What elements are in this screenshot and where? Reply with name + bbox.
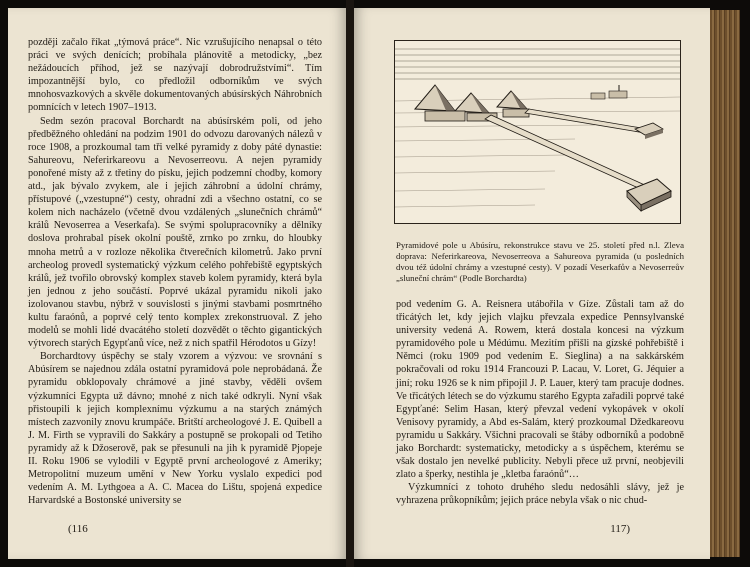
right-paragraph-1: pod vedením G. A. Reisnera utábořila v Gíze. Zůstali tam až do třicátých let, kdy jejich vlajku převzala expedice Pennsylvanské university vedená A. Rowem, která dostala koncesi na výzkum pyramidového pole u Médúmu. Mezitím přišli na gízské pohřebiště i Němci (roku 1909 pod vedením E. Sieglina) a na sakkárském pokračovali od roku 1914 Francouzi P. Lacau, V. Loret, G. Jéquier a jiní; roku 1926 se k nim připojil J. P. Lauer, který tam pracuje dodnes. Ve třicátých létech se do výzkumu starého Egypta zařadili poprvé také Egypťané: Selim Hasan, který převzal vedení vykopávek v okolí Venisovy pyramidy, a Abd es-Salám, který prozkoumal Džedkareovu pyramidu u Sakkáry. Všichni pracovali se štáby odborníků a podobně jako Borchardt: systematicky, metodicky a s úspěchem, kterému se však dostalo jen nevelké publicity. Nebyli přece už první, neobjevili zlato a šperky, nestihla je „kletba faraónů“… [396,299,684,481]
left-page-number: (116 [68,523,88,535]
left-paragraph-2: Sedm sezón pracoval Borchardt na abúsírském poli, od jeho předběžného ohledání na podzim 1901 do odvozu darovaných nálezů v roce 1908, a prozkoumal tam tři velké pyramidy z doby páté dynastie: Sahureovu, Neferirkareovu a Nevoserreovu. A nejen pyramidy ponořené místy až z třetiny do písku, jejich podzemní chodby, komory atd., jak bývalo zvykem, ale i jejich záhrobní a údolní chrámy, přístupové („vzestupné“) cesty, ohradní zdi a všechno ostatní, co se kolem nich nacházelo (včetně dvou vzdálených „slunečních chrámů“ králů Nevoserrea a Veserkafa). Se svými spolupracovníky a dělníky doslova prohrabal písek okolní pouště, zrnko po zrnku, do hloubky mnoha metrů a v rozloze několika čtverečních kilometrů. Jako první archeolog provedl systematický výzkum celého pohřebiště egyptských králů, jež tvořilo obrovský komplex staveb kolem pyramidy, která byla jen jednou z jeho součástí. Poprvé ukázal pyramidu nikoli jako izolovanou stavbu, nýbrž v souvislosti s jinými stavbami posmrtného kultu faraónů, a poprvé celý tento komplex zrekonstruoval. Z jeho modelů se mohli lidé dvacátého století dozvědět o těchto gigantických výtvorech starých Egypťanů více, než z nich spatřil Hérodotos u Gízy! [28,115,322,350]
book-page-edges [710,10,740,557]
left-page [8,8,346,559]
pyramid-field-illustration [394,40,681,224]
left-paragraph-3: Borchardtovy úspěchy se staly vzorem a výzvou: ve srovnání s Abúsírem se najednou zdála ostatní pyramidová pole neprobádaná. Že pyramidu obklopovaly chrámové a jiné stavby, věděli ovšem výzkumníci Egypta už dávno; mnohé z nich také odkryli. Nyní však přistoupili k jejich komplexnímu výzkumu a na starých známých místech zazvonily znovu krumpáče. Britští archeologové J. E. Quibell a J. M. Firth se vypravili do Sakkáry a postupně se prokopali od Tetiho pyramidy až k Džoserově, pak se přesunuli na jih k pyramidě Pjopeje II. Roku 1906 se vylodili v Egyptě první archeologové z Ameriky; Metropolitní muzeum umění v New Yorku vyslalo expedici pod vedením A. M. Lythgoea a A. C. Macea do Lištu, spojená expedice Harvardské a Bostonské university se [28,351,322,507]
right-paragraph-2: Výzkumníci z tohoto druhého sledu nedosáhli slávy, jež je vyhrazena průkopníkům; jejich práce nebyla však o nic chud- [396,482,684,507]
pyramid-field-drawing [395,41,680,223]
left-paragraph-1: později začalo říkat „týmová práce“. Nic vzrušujícího nenapsal o této práci ve svých denících; probíhala plánovitě a metodicky, „bez nežádoucích příhod, jež se nazývají dobrodružstvími“. Tím impozantnější bylo, co předložil odborníkům ve svých mnohosvazkových a skvěle dokumentovaných abúsírských Náhrobních pomnících v letech 1907–1913. [28,37,322,114]
right-page-text [396,298,684,508]
figure-caption: Pyramidové pole u Abúsíru, rekonstrukce stavu ve 25. století před n.l. Zleva doprava: Neferirkareova, Nevoserreova a Sahureova pyramida (u posledních dvou též údolní chrámy a vzestupné cesty). V pozadí Veserkafův a Nevoserreův „sluneční chrám“ (Podle Borchardta) [396,240,684,283]
left-page-text [28,36,322,507]
right-page-number: 117) [610,523,630,535]
sun-temple-2 [609,91,627,98]
book-gutter [346,0,354,567]
sun-temple-1 [591,93,605,99]
right-page [354,8,710,559]
